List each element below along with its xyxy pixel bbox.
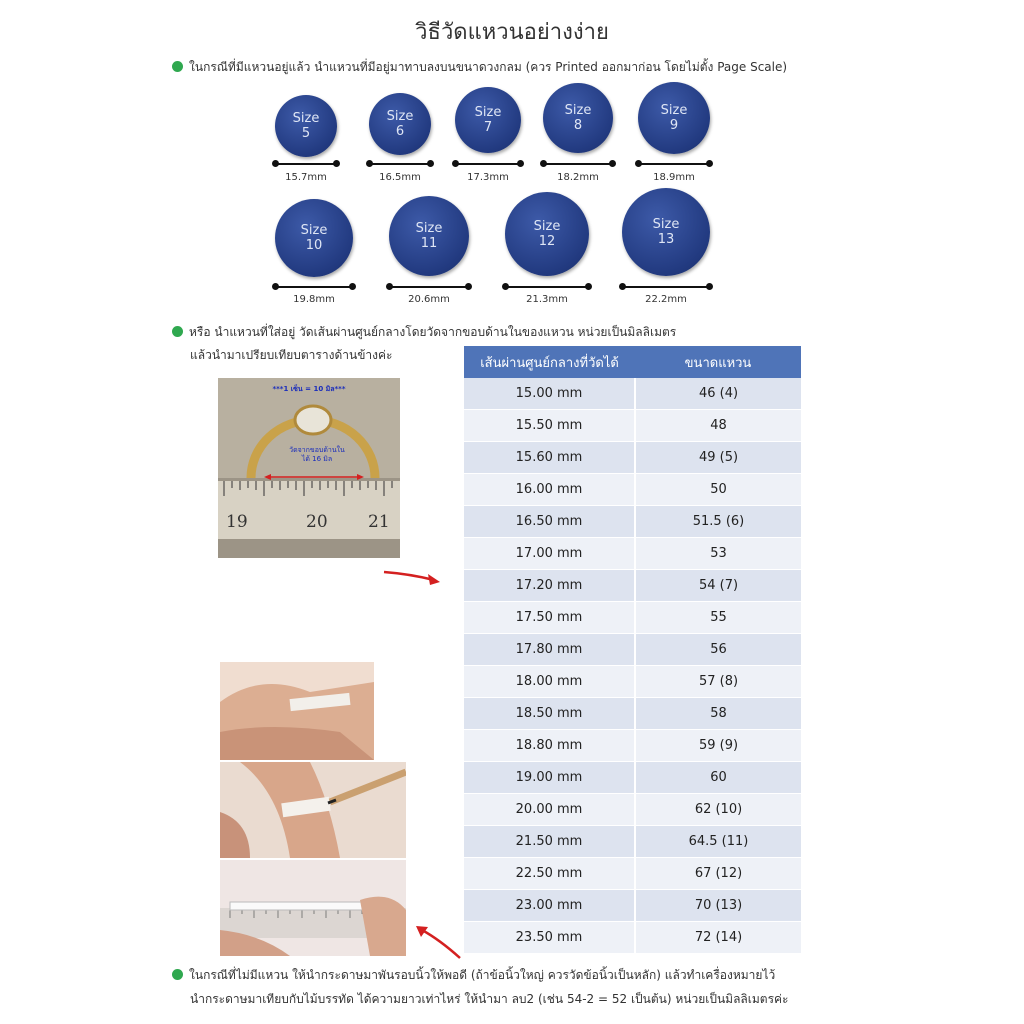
size-number: 8 [573,118,583,133]
diameter-cell: 15.00 mm [464,378,635,410]
ring-size-cell: 54 (7) [635,570,801,602]
column-header-diameter: เส้นผ่านศูนย์กลางที่วัดได้ [464,346,635,378]
table-row [464,890,801,922]
diameter-label: 15.7mm [285,172,327,183]
table-row [464,410,801,442]
size-number: 7 [483,120,493,135]
diameter-label: 22.2mm [645,294,687,305]
diameter-line [638,163,710,165]
diameter-line [389,286,469,288]
note-measure-ring-line2: แล้วนำมาเปรียบเทียบตารางด้านข้างค่ะ [190,348,393,362]
ring-on-ruler-photo [218,378,400,558]
table-row [464,474,801,506]
ruler-number: 20 [306,512,328,532]
table-row [464,826,801,858]
ring-size-cell: 50 [635,474,801,506]
ring-size-cell: 70 (13) [635,890,801,922]
diameter-label: 16.5mm [379,172,421,183]
size-circle [275,95,337,157]
size-word: Size [300,223,328,238]
ring-size-cell: 46 (4) [635,378,801,410]
table-row [464,858,801,890]
diameter-cell: 15.60 mm [464,442,635,474]
size-number: 12 [538,234,556,249]
table-row [464,538,801,570]
ring-size-cell: 49 (5) [635,442,801,474]
diameter-cell: 15.50 mm [464,410,635,442]
diameter-label: 18.9mm [653,172,695,183]
diameter-cell: 19.00 mm [464,762,635,794]
ring-size-cell: 48 [635,410,801,442]
size-word: Size [533,219,561,234]
finger-wrap-photo [220,662,374,760]
red-arrow-icon [410,918,464,962]
size-circle [369,93,431,155]
ring-size-cell: 60 [635,762,801,794]
note-measure-ring [172,323,676,342]
ring-size-cell: 58 [635,698,801,730]
page-title: วิธีวัดแหวนอย่างง่าย [415,20,609,45]
size-word: Size [415,221,443,236]
bullet-icon [172,326,183,337]
diameter-line [275,286,353,288]
diameter-line [369,163,431,165]
diameter-line [505,286,589,288]
finger-mark-photo [220,762,406,858]
ring-size-cell: 62 (10) [635,794,801,826]
size-word: Size [386,109,414,124]
size-circle [638,82,710,154]
size-circle [622,188,710,276]
ruler-number: 19 [226,512,248,532]
table-header-row [464,346,801,378]
diameter-cell: 23.00 mm [464,890,635,922]
diameter-line [275,163,337,165]
diameter-cell: 17.50 mm [464,602,635,634]
size-number: 5 [301,126,311,141]
diameter-cell: 18.80 mm [464,730,635,762]
bullet-icon [172,61,183,72]
size-number: 13 [657,232,675,247]
paper-on-ruler-photo [220,860,406,956]
diameter-cell: 17.00 mm [464,538,635,570]
size-number: 11 [420,236,438,251]
diameter-label: 20.6mm [408,294,450,305]
ring-size-table [464,346,801,954]
diameter-cell: 17.80 mm [464,634,635,666]
diameter-label: 17.3mm [467,172,509,183]
ring-size-cell: 57 (8) [635,666,801,698]
diameter-cell: 21.50 mm [464,826,635,858]
diameter-label: 19.8mm [293,294,335,305]
size-circle [455,87,521,153]
size-number: 9 [669,118,679,133]
ring-size-cell: 56 [635,634,801,666]
size-circle [543,83,613,153]
ruler-number: 21 [368,512,390,532]
diameter-cell: 16.50 mm [464,506,635,538]
note-no-ring-line2: นำกระดาษมาเทียบกับไม้บรรทัด ได้ความยาวเท่าไหร่ ให้นำมา ลบ2 (เช่น 54-2 = 52 เป็นต้น) หน่วยเป็นมิลลิเมตรค่ะ [190,992,789,1006]
table-row [464,602,801,634]
diameter-label: 18.2mm [557,172,599,183]
note-existing-ring [172,58,787,77]
size-word: Size [292,111,320,126]
note-text: ในกรณีที่มีแหวนอยู่แล้ว นำแหวนที่มีอยู่มาทาบลงบนขนาดวงกลม (ควร Printed ออกมาก่อน โดยไม่ตั้ง Page Scale) [189,60,788,74]
ring-size-cell: 55 [635,602,801,634]
diameter-cell: 22.50 mm [464,858,635,890]
table-row [464,698,801,730]
size-word: Size [474,105,502,120]
note-no-ring [172,966,775,985]
ring-size-cell: 72 (14) [635,922,801,954]
measure-label: วัดจากขอบด้านใน ได้ 16 มิล [289,446,345,463]
table-row [464,634,801,666]
size-word: Size [652,217,680,232]
ring-size-cell: 67 (12) [635,858,801,890]
size-number: 6 [395,124,405,139]
diameter-cell: 20.00 mm [464,794,635,826]
size-number: 10 [305,238,323,253]
ring-size-cell: 64.5 (11) [635,826,801,858]
diameter-cell: 18.00 mm [464,666,635,698]
table-row [464,442,801,474]
note-text: ในกรณีที่ไม่มีแหวน ให้นำกระดาษมาพันรอบนิ้วให้พอดี (ถ้าข้อนิ้วใหญ่ ควรวัดข้อนิ้วเป็นหลัก) แล้วทำเครื่องหมายไว้ [189,968,776,982]
size-circle [505,192,589,276]
diameter-line [543,163,613,165]
red-arrow-icon [382,564,444,590]
photo-caption: ***1 เซ็น = 10 มิล*** [272,385,346,393]
diameter-cell: 16.00 mm [464,474,635,506]
table-row [464,666,801,698]
ring-size-cell: 51.5 (6) [635,506,801,538]
diameter-line [455,163,521,165]
size-circle [275,199,353,277]
table-row [464,570,801,602]
table-row [464,378,801,410]
diameter-cell: 17.20 mm [464,570,635,602]
note-text: หรือ นำแหวนที่ใส่อยู่ วัดเส้นผ่านศูนย์กลางโดยวัดจากขอบด้านในของแหวน หน่วยเป็นมิลลิเมตร [189,325,677,339]
bullet-icon [172,969,183,980]
size-word: Size [660,103,688,118]
table-row [464,506,801,538]
diameter-cell: 23.50 mm [464,922,635,954]
table-row [464,922,801,954]
diameter-label: 21.3mm [526,294,568,305]
size-word: Size [564,103,592,118]
diameter-cell: 18.50 mm [464,698,635,730]
ring-size-cell: 53 [635,538,801,570]
column-header-ring-size: ขนาดแหวน [635,346,801,378]
table-row [464,730,801,762]
table-row [464,762,801,794]
ring-size-cell: 59 (9) [635,730,801,762]
size-circle [389,196,469,276]
table-row [464,794,801,826]
diameter-line [622,286,710,288]
